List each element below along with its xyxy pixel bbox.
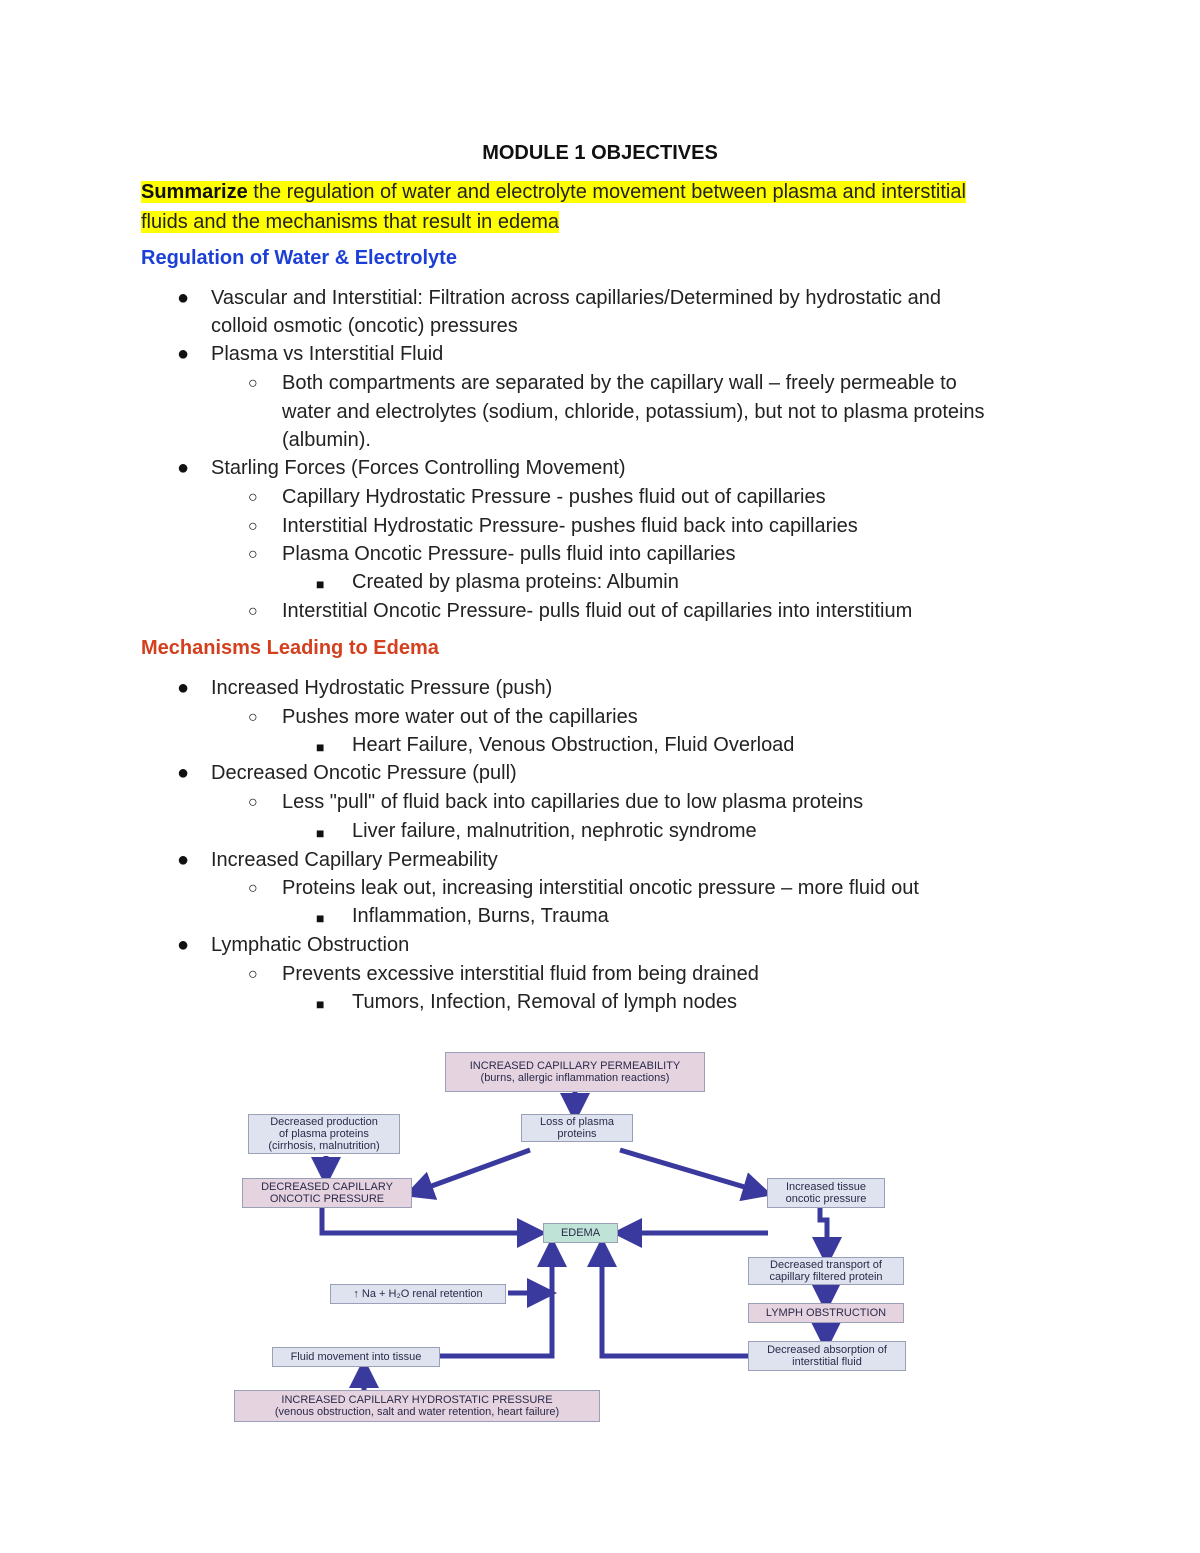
- list-item: water and electrolytes (sodium, chloride, potassium), but not to plasma proteins: [282, 401, 985, 423]
- box-decreased-production: Decreased production of plasma proteins (cirrhosis, malnutrition): [248, 1114, 400, 1154]
- circle-bullet-icon: ○: [248, 966, 258, 983]
- list-item: Less "pull" of fluid back into capillaries due to low plasma proteins: [282, 791, 864, 813]
- list-item: colloid osmotic (oncotic) pressures: [211, 315, 518, 337]
- page-title: MODULE 1 OBJECTIVES: [482, 142, 718, 164]
- list-item: Pushes more water out of the capillaries: [282, 706, 638, 728]
- circle-bullet-icon: ○: [248, 489, 258, 506]
- box-renal-retention: ↑ Na + H₂O renal retention: [330, 1284, 506, 1304]
- bullet-icon: ●: [177, 457, 190, 479]
- list-item: Vascular and Interstitial: Filtration across capillaries/Determined by hydrostatic and: [211, 287, 941, 309]
- circle-bullet-icon: ○: [248, 603, 258, 620]
- box-increased-tissue: Increased tissue oncotic pressure: [767, 1178, 885, 1208]
- list-item: Starling Forces (Forces Controlling Movement): [211, 457, 626, 479]
- arrow: [440, 1252, 552, 1356]
- list-item: Inflammation, Burns, Trauma: [352, 905, 609, 927]
- list-item: Decreased Oncotic Pressure (pull): [211, 762, 517, 784]
- arrow: [620, 1150, 758, 1191]
- square-bullet-icon: ■: [316, 825, 325, 841]
- list-item: Increased Hydrostatic Pressure (push): [211, 677, 553, 699]
- list-item: Capillary Hydrostatic Pressure - pushes fluid out of capillaries: [282, 486, 826, 508]
- box-loss-plasma-proteins: Loss of plasma proteins: [521, 1114, 633, 1142]
- section-heading-mechanisms: Mechanisms Leading to Edema: [141, 637, 439, 659]
- summary-line-1: Summarize the regulation of water and electrolyte movement between plasma and interstitial: [141, 181, 966, 203]
- square-bullet-icon: ■: [316, 576, 325, 592]
- list-item: Created by plasma proteins: Albumin: [352, 571, 679, 593]
- bullet-icon: ●: [177, 677, 190, 699]
- box-decreased-transport: Decreased transport of capillary filtered protein: [748, 1257, 904, 1285]
- summary-line-2: fluids and the mechanisms that result in edema: [141, 210, 559, 233]
- list-item: Liver failure, malnutrition, nephrotic syndrome: [352, 820, 757, 842]
- list-item: Interstitial Oncotic Pressure- pulls fluid out of capillaries into interstitium: [282, 600, 913, 622]
- summary-keyword: Summarize: [141, 181, 248, 203]
- box-lymph-obstruction: LYMPH OBSTRUCTION: [748, 1303, 904, 1323]
- list-item: (albumin).: [282, 429, 371, 451]
- bullet-icon: ●: [177, 762, 190, 784]
- square-bullet-icon: ■: [316, 739, 325, 755]
- objective-summary: [141, 178, 1051, 237]
- list-item: Lymphatic Obstruction: [211, 934, 410, 956]
- circle-bullet-icon: ○: [248, 375, 258, 392]
- list-item: Proteins leak out, increasing interstitial oncotic pressure – more fluid out: [282, 877, 919, 899]
- box-decreased-oncotic: DECREASED CAPILLARY ONCOTIC PRESSURE: [242, 1178, 412, 1208]
- square-bullet-icon: ■: [316, 996, 325, 1012]
- circle-bullet-icon: ○: [248, 709, 258, 726]
- box-decreased-absorption: Decreased absorption of interstitial fluid: [748, 1341, 906, 1371]
- edema-flow-diagram: [230, 1030, 930, 1430]
- list-item: Both compartments are separated by the capillary wall – freely permeable to: [282, 372, 957, 394]
- list-item: Plasma Oncotic Pressure- pulls fluid into capillaries: [282, 543, 736, 565]
- list-item: Interstitial Hydrostatic Pressure- pushes fluid back into capillaries: [282, 515, 858, 537]
- arrow: [322, 1208, 532, 1233]
- circle-bullet-icon: ○: [248, 880, 258, 897]
- bullet-icon: ●: [177, 849, 190, 871]
- circle-bullet-icon: ○: [248, 546, 258, 563]
- list-item: Increased Capillary Permeability: [211, 849, 498, 871]
- square-bullet-icon: ■: [316, 910, 325, 926]
- list-item: Prevents excessive interstitial fluid from being drained: [282, 963, 759, 985]
- bullet-icon: ●: [177, 934, 190, 956]
- list-item: Heart Failure, Venous Obstruction, Fluid Overload: [352, 734, 795, 756]
- arrow: [418, 1150, 530, 1191]
- circle-bullet-icon: ○: [248, 794, 258, 811]
- box-fluid-movement: Fluid movement into tissue: [272, 1347, 440, 1367]
- circle-bullet-icon: ○: [248, 518, 258, 535]
- section-heading-regulation: Regulation of Water & Electrolyte: [141, 247, 457, 269]
- arrow: [820, 1207, 827, 1252]
- list-item: Plasma vs Interstitial Fluid: [211, 343, 444, 365]
- bullet-icon: ●: [177, 343, 190, 365]
- bullet-icon: ●: [177, 287, 190, 309]
- list-item: Tumors, Infection, Removal of lymph nodes: [352, 991, 737, 1013]
- box-increased-hydrostatic: INCREASED CAPILLARY HYDROSTATIC PRESSURE (venous obstruction, salt and water retention, heart failure): [234, 1390, 600, 1422]
- box-increased-permeability: INCREASED CAPILLARY PERMEABILITY (burns, allergic inflammation reactions): [445, 1052, 705, 1092]
- arrow: [602, 1252, 748, 1356]
- box-edema: EDEMA: [543, 1223, 618, 1243]
